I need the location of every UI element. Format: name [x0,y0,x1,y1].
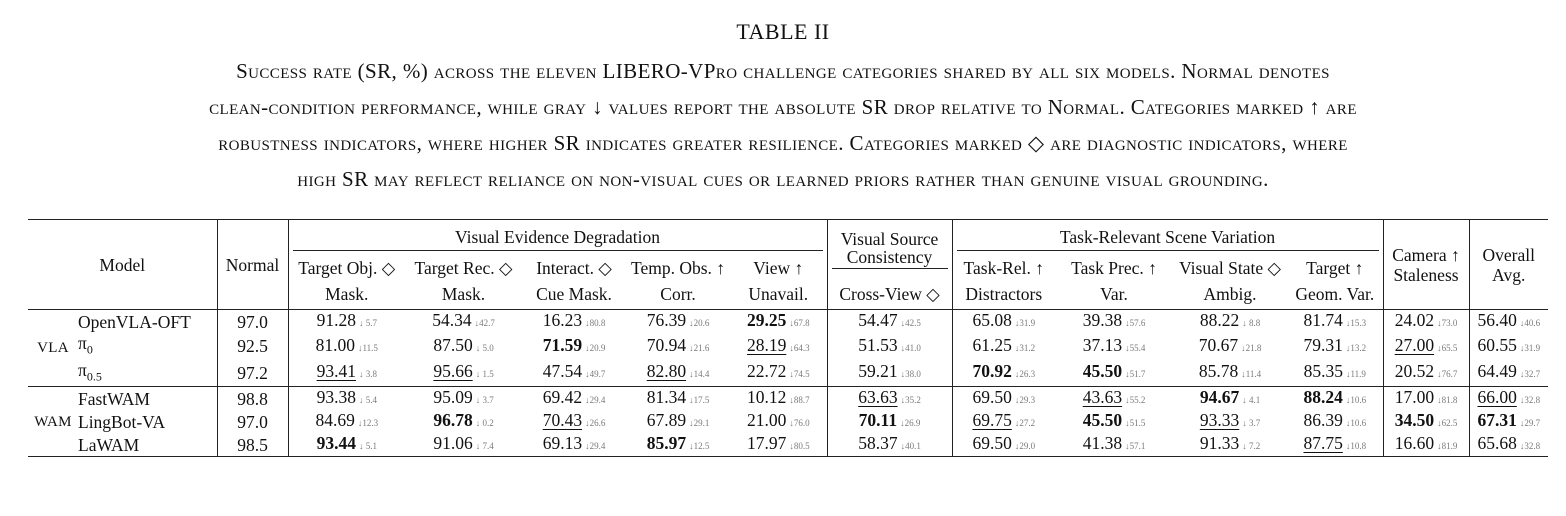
sr-drop: ↓12.3 [357,418,379,428]
table-row [28,333,1548,360]
col-header-bottom: Var. [1055,279,1173,310]
sr-cell [1055,387,1173,411]
sr-value: 43.63 [1082,387,1123,407]
caption-line: clean-condition performance, while gray ↓ values report the absolute SR drop relative to Normal. Categories marked ↑ are [209,95,1357,119]
sr-value: 69.50 [972,433,1012,453]
sr-drop: ↓ 7.2 [1242,441,1261,451]
sr-value: 94.67 [1199,387,1240,407]
sr-cell [952,410,1055,433]
sr-value: 95.09 [433,387,473,407]
caption-line: robustness indicators, where higher SR indicates greater resilience. Categories marked ◇ are diagnostic indicators, where [218,131,1348,155]
col-header-bottom: Cross-View ◇ [827,279,952,310]
sr-value: 29.25 [746,310,787,330]
sr-cell [1383,333,1469,360]
sr-drop: ↓29.0 [1014,441,1036,451]
header-normal: Normal [217,220,288,310]
sr-cell [1287,360,1383,387]
group-label: VLA [28,310,78,387]
sr-drop: ↓21.6 [689,342,710,353]
sr-drop: ↓32.8 [1519,395,1541,405]
sr-value: 95.66 [433,361,473,382]
col-header-bottom: Unavail. [730,279,827,310]
table-body [28,310,1548,457]
sr-cell [405,310,522,334]
sr-drop: ↓10.8 [1345,441,1367,451]
sr-drop: ↓29.7 [1519,418,1541,428]
sr-value: 69.75 [972,410,1012,430]
col-header-bottom: Mask. [405,279,522,310]
sr-drop: ↓15.3 [1345,318,1367,328]
sr-cell [1173,333,1287,360]
sr-drop: ↓57.6 [1125,318,1146,328]
sr-value: 93.41 [316,361,356,382]
sr-cell [730,433,827,457]
sr-cell [522,410,626,433]
sr-value: 88.24 [1303,387,1343,407]
sr-cell [288,310,405,334]
normal-value: 98.8 [217,387,288,411]
model-name: LingBot-VA [78,410,217,433]
header-group-visual-evidence: Visual Evidence Degradation [288,220,827,258]
sr-drop: ↓76.7 [1437,369,1458,380]
sr-cell [827,410,952,433]
sr-cell [1469,333,1548,360]
sr-drop: ↓29.1 [689,418,710,428]
sr-drop: ↓26.9 [900,418,921,428]
sr-value: 82.80 [646,361,687,382]
sr-cell [626,360,730,387]
sr-cell [1173,433,1287,457]
table-row [28,433,1548,457]
sr-cell [1055,360,1173,387]
sr-value: 69.42 [542,387,583,407]
sr-cell [1469,433,1548,457]
sr-value: 91.06 [433,433,473,453]
table-row [28,360,1548,387]
sr-drop: ↓81.9 [1437,441,1458,451]
sr-cell [1055,410,1173,433]
sr-cell [952,360,1055,387]
sr-cell [626,333,730,360]
sr-drop: ↓ 5.4 [358,395,377,405]
sr-value: 28.19 [746,334,787,355]
sr-drop: ↓ 3.7 [475,395,494,405]
sr-value: 87.75 [1303,433,1343,453]
sr-drop: ↓13.2 [1345,342,1367,353]
sr-value: 63.63 [858,387,898,407]
sr-drop: ↓29.4 [585,395,606,405]
sr-drop: ↓55.4 [1125,342,1146,353]
sr-drop: ↓20.6 [689,318,710,328]
col-header-bottom: Ambig. [1173,279,1287,310]
sr-drop: ↓ 8.8 [1242,318,1261,328]
sr-drop: ↓21.8 [1241,342,1262,353]
normal-value: 97.0 [217,310,288,334]
table-row [28,310,1548,334]
col-header-top: View ↑ [730,258,827,279]
sr-cell [1173,310,1287,334]
col-header-bottom: Geom. Var. [1287,279,1383,310]
sr-drop: ↓31.2 [1014,342,1036,353]
sr-drop: ↓32.7 [1519,369,1541,380]
sr-value: 16.23 [542,310,583,330]
sr-cell [288,410,405,433]
table-row [28,410,1548,433]
sr-value: 65.08 [972,310,1012,330]
sr-cell [827,387,952,411]
sr-drop: ↓65.5 [1437,342,1458,353]
sr-value: 20.52 [1394,361,1435,382]
sr-value: 81.74 [1303,310,1343,330]
sr-cell [1383,433,1469,457]
normal-value: 97.2 [217,360,288,387]
sr-value: 27.00 [1394,334,1435,355]
sr-cell [952,387,1055,411]
sr-cell [827,333,952,360]
sr-cell [1287,310,1383,334]
sr-value: 67.89 [646,410,687,430]
sr-drop: ↓ 5.0 [475,342,494,353]
sr-value: 91.28 [316,310,356,330]
sr-cell [1055,433,1173,457]
sr-cell [1287,410,1383,433]
sr-cell [1287,433,1383,457]
sr-value: 61.25 [972,334,1012,355]
sr-cell [1469,360,1548,387]
sr-value: 93.33 [1199,410,1240,430]
sr-cell [288,387,405,411]
sr-drop: ↓11.9 [1345,369,1366,380]
sr-drop: ↓80.5 [789,441,810,451]
sr-value: 69.50 [972,387,1012,407]
sr-value: 54.34 [432,310,472,330]
sr-cell [522,310,626,334]
sr-drop: ↓76.0 [789,418,810,428]
sr-value: 70.43 [542,410,583,430]
sr-drop: ↓10.6 [1345,395,1367,405]
sr-value: 64.49 [1477,361,1517,382]
sr-value: 93.44 [316,433,356,453]
sr-cell [1173,387,1287,411]
sr-value: 71.59 [542,334,583,355]
sr-value: 60.55 [1477,334,1517,355]
sr-value: 59.21 [858,361,898,382]
sr-cell [1469,410,1548,433]
sr-drop: ↓ 7.4 [475,441,494,451]
sr-value: 10.12 [746,387,787,407]
sr-value: 41.38 [1082,433,1123,453]
sr-value: 85.97 [646,433,687,453]
model-name [78,360,217,387]
sr-value: 21.00 [746,410,787,430]
sr-drop: ↓ 3.8 [358,369,377,380]
sr-value: 69.13 [542,433,583,453]
sr-cell [288,333,405,360]
sr-drop: ↓51.7 [1125,369,1146,380]
col-header-top: Target Obj. ◇ [298,258,396,278]
sr-value: 34.50 [1394,410,1435,430]
sr-cell [405,433,522,457]
sr-drop: ↓51.5 [1125,418,1146,428]
sr-drop: ↓35.2 [900,395,921,405]
sr-drop: ↓ 5.7 [358,318,377,328]
sr-value: 93.38 [316,387,356,407]
model-name: LaWAM [78,433,217,457]
sr-cell [522,360,626,387]
sr-cell [522,387,626,411]
caption-line: Success rate (SR, %) across the eleven LIBERO-VPro challenge categories shared by all six models. Normal denotes [236,59,1330,83]
sr-cell [626,433,730,457]
sr-value: 76.39 [646,310,687,330]
sr-value: 17.97 [746,433,787,453]
sr-value: 56.40 [1477,310,1517,330]
sr-value: 81.34 [646,387,687,407]
sr-drop: ↓88.7 [789,395,810,405]
sr-drop: ↓ 5.1 [358,441,377,451]
sr-value: 96.78 [433,410,473,430]
sr-cell [626,387,730,411]
sr-drop: ↓74.5 [789,369,810,380]
sr-cell [1469,387,1548,411]
sr-value: 47.54 [542,361,583,382]
sr-drop: ↓73.0 [1437,318,1458,328]
col-header-top: Interact. ◇ [536,258,612,278]
sr-drop: ↓12.5 [689,441,710,451]
sr-drop: ↓29.4 [585,441,606,451]
sr-value: 70.94 [646,334,687,355]
sr-drop: ↓ 1.5 [475,369,494,380]
sr-cell [952,310,1055,334]
results-table [28,219,1548,457]
sr-cell [952,433,1055,457]
sr-value: 45.50 [1082,410,1123,430]
sr-value: 88.22 [1199,310,1240,330]
model-name-subscript: 0 [86,342,93,357]
sr-cell [1383,310,1469,334]
table-number: TABLE II [736,19,830,44]
sr-value: 85.78 [1198,361,1239,382]
col-header-bottom: Cue Mask. [522,279,626,310]
sr-value: 70.11 [858,410,898,430]
sr-value: 91.33 [1199,433,1240,453]
sr-drop: ↓27.2 [1014,418,1036,428]
sr-drop: ↓ 4.1 [1242,395,1261,405]
sr-cell [1287,387,1383,411]
sr-drop: ↓31.9 [1014,318,1036,328]
caption-line: high SR may reflect reliance on non-visual cues or learned priors rather than genuine visual grounding. [297,167,1269,191]
col-header-top: Task Prec. ↑ [1071,258,1157,278]
sr-drop: ↓40.6 [1519,318,1541,328]
sr-cell [522,433,626,457]
sr-drop: ↓20.9 [585,342,606,353]
sr-drop: ↓26.6 [585,418,606,428]
sr-value: 84.69 [315,410,355,430]
model-name: FastWAM [78,387,217,411]
col-header-bottom: Mask. [288,279,405,310]
sr-value: 24.02 [1394,310,1435,330]
sr-drop: ↓81.8 [1437,395,1458,405]
model-name-text: π [78,359,87,380]
header-group-scene-variation: Task-Relevant Scene Variation [952,220,1383,258]
model-name-subscript: 0.5 [86,369,102,383]
sr-cell [1173,360,1287,387]
sr-drop: ↓62.5 [1437,418,1458,428]
sr-drop: ↓ 3.7 [1242,418,1261,428]
sr-value: 85.35 [1303,361,1343,382]
sr-cell [1055,310,1173,334]
sr-value: 87.50 [433,334,473,355]
sr-cell [827,310,952,334]
sr-cell [827,433,952,457]
sr-cell [730,410,827,433]
group-label: WAM [28,387,78,457]
sr-drop: ↓80.8 [585,318,606,328]
sr-drop: ↓11.4 [1241,369,1262,380]
sr-drop: ↓67.8 [789,318,810,328]
sr-drop: ↓32.8 [1519,441,1541,451]
sr-drop: ↓49.7 [585,369,606,380]
normal-value: 98.5 [217,433,288,457]
sr-value: 70.67 [1198,334,1239,355]
sr-cell [405,410,522,433]
sr-value: 54.47 [858,310,898,330]
col-header-top: Temp. Obs. ↑ [630,258,726,278]
sr-value: 81.00 [315,334,355,355]
sr-cell [730,360,827,387]
sr-value: 22.72 [746,361,787,382]
sr-value: 66.00 [1477,387,1517,407]
sr-cell [1383,410,1469,433]
sr-drop: ↓ 0.2 [475,418,494,428]
sr-cell [1055,333,1173,360]
sr-drop: ↓41.0 [900,342,921,353]
col-header-top: Task-Rel. ↑ [963,258,1044,278]
sr-value: 65.68 [1477,433,1517,453]
sr-value: 37.13 [1082,334,1123,355]
sr-cell [730,310,827,334]
sr-cell [288,433,405,457]
sr-cell [952,333,1055,360]
sr-cell [522,333,626,360]
model-name-text: π [78,333,87,353]
col-header-top: Target ↑ [1287,258,1383,279]
col-header-top: Visual State ◇ [1179,258,1281,278]
sr-cell [626,410,730,433]
header-overall-avg: Overall Avg. [1469,220,1548,310]
sr-drop: ↓17.5 [689,395,710,405]
header-model: Model [28,220,217,310]
model-name [78,333,217,360]
sr-cell [1287,333,1383,360]
sr-cell [1469,310,1548,334]
sr-value: 79.31 [1303,334,1343,355]
sr-value: 58.37 [858,433,898,453]
sr-value: 86.39 [1303,410,1343,430]
sr-drop: ↓42.5 [900,318,921,328]
sr-cell [730,387,827,411]
col-header-bottom: Corr. [626,279,730,310]
col-header-bottom: Distractors [952,279,1055,310]
table-row [28,387,1548,411]
sr-drop: ↓38.0 [900,369,921,380]
sr-cell [405,387,522,411]
sr-drop: ↓57.1 [1125,441,1146,451]
sr-value: 70.92 [972,361,1012,382]
sr-cell [827,360,952,387]
header-group-visual-source: Visual Source Consistency [827,220,952,279]
sr-drop: ↓29.3 [1014,395,1036,405]
sr-drop: ↓11.5 [357,342,378,353]
table-caption [28,53,1538,197]
sr-drop: ↓26.3 [1014,369,1036,380]
sr-cell [626,310,730,334]
sr-drop: ↓42.7 [474,318,495,328]
normal-value: 92.5 [217,333,288,360]
sr-drop: ↓64.3 [789,342,810,353]
sr-cell [730,333,827,360]
sr-drop: ↓10.6 [1345,418,1367,428]
sr-cell [405,360,522,387]
sr-drop: ↓40.1 [900,441,921,451]
sr-value: 51.53 [858,334,898,355]
sr-value: 45.50 [1082,361,1123,382]
sr-cell [288,360,405,387]
sr-value: 39.38 [1082,310,1123,330]
sr-cell [1383,360,1469,387]
sr-cell [405,333,522,360]
header-camera-staleness: Camera ↑ Staleness [1383,220,1469,310]
sr-value: 17.00 [1394,387,1435,407]
sr-drop: ↓55.2 [1125,395,1146,405]
col-header-top: Target Rec. ◇ [414,258,513,278]
sr-value: 16.60 [1394,433,1435,453]
sr-drop: ↓31.9 [1519,342,1541,353]
sr-cell [1383,387,1469,411]
sr-drop: ↓14.4 [689,369,710,380]
sr-value: 67.31 [1477,410,1517,430]
normal-value: 97.0 [217,410,288,433]
model-name: OpenVLA-OFT [78,310,217,334]
sr-cell [1173,410,1287,433]
